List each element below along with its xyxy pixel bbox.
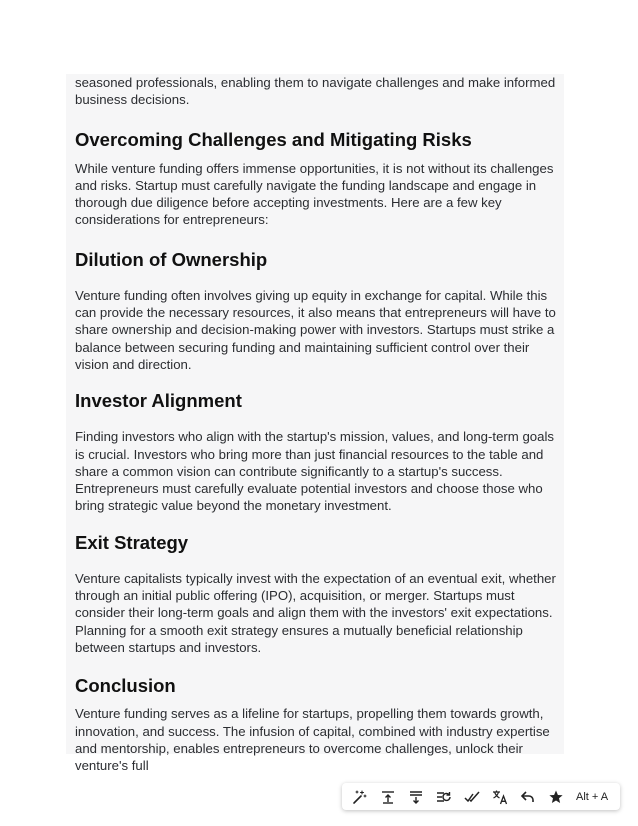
shorten-icon[interactable]	[374, 785, 402, 809]
paragraph-conclusion: Venture funding serves as a lifeline for startups, propelling them towards growth, innovation, and success. The infusion of capital, combined with industry expertise and mentorship, enables entrepreneurs to overcome challenges, unlock their venture's full	[75, 706, 550, 774]
expand-icon[interactable]	[402, 785, 430, 809]
paragraph-dilution-of-ownership: Venture funding often involves giving up equity in exchange for capital. While this can provide the necessary resources, it also means that entrepreneurs will have to share ownership and decision-making power with investors. Startups must strike a balance between securing funding and maintaining sufficient control over their vision and direction.	[75, 287, 556, 372]
translate-icon[interactable]	[486, 785, 514, 809]
document-body	[75, 74, 565, 774]
paragraph-overcoming-challenges: While venture funding offers immense opportunities, it is not without its challenges and risks. Startup must carefully navigate the funding landscape and engage in thorough due diligence before accepting investments. Here are a few key considerations for entrepreneurs:	[75, 160, 554, 228]
paragraph-investor-alignment: Finding investors who align with the startup's mission, values, and long-term goals is crucial. Investors who bring more than just financial resources to the table and share a common vision can contribute significantly to a startup's success. Entrepreneurs must carefully evaluate potential investors and choose those who bring strategic value beyond the monetary investment.	[75, 429, 554, 514]
rewrite-icon[interactable]	[430, 785, 458, 809]
shortcut-label: Alt + A	[576, 790, 609, 803]
heading-overcoming-challenges: Overcoming Challenges and Mitigating Risks	[75, 128, 472, 150]
star-icon[interactable]	[542, 785, 570, 809]
heading-conclusion: Conclusion	[75, 675, 176, 697]
proofread-icon[interactable]	[458, 785, 486, 809]
paragraph-intro-tail: seasoned professionals, enabling them to navigate challenges and make informed business decisions.	[75, 75, 556, 108]
heading-exit-strategy: Exit Strategy	[75, 531, 189, 553]
heading-dilution-of-ownership: Dilution of Ownership	[75, 248, 268, 270]
writing-assistant-toolbar	[342, 783, 620, 810]
magic-wand-icon[interactable]	[346, 785, 374, 809]
heading-investor-alignment: Investor Alignment	[75, 390, 242, 412]
paragraph-exit-strategy: Venture capitalists typically invest with the expectation of an eventual exit, whether through an initial public offering (IPO), acquisition, or merger. Startups must consider their long-term goals and align them with the investors' exit expectations. Planning for a smooth exit strategy ensures a mutually beneficial relationship between startups and investors.	[75, 570, 556, 655]
undo-icon[interactable]	[514, 785, 542, 809]
